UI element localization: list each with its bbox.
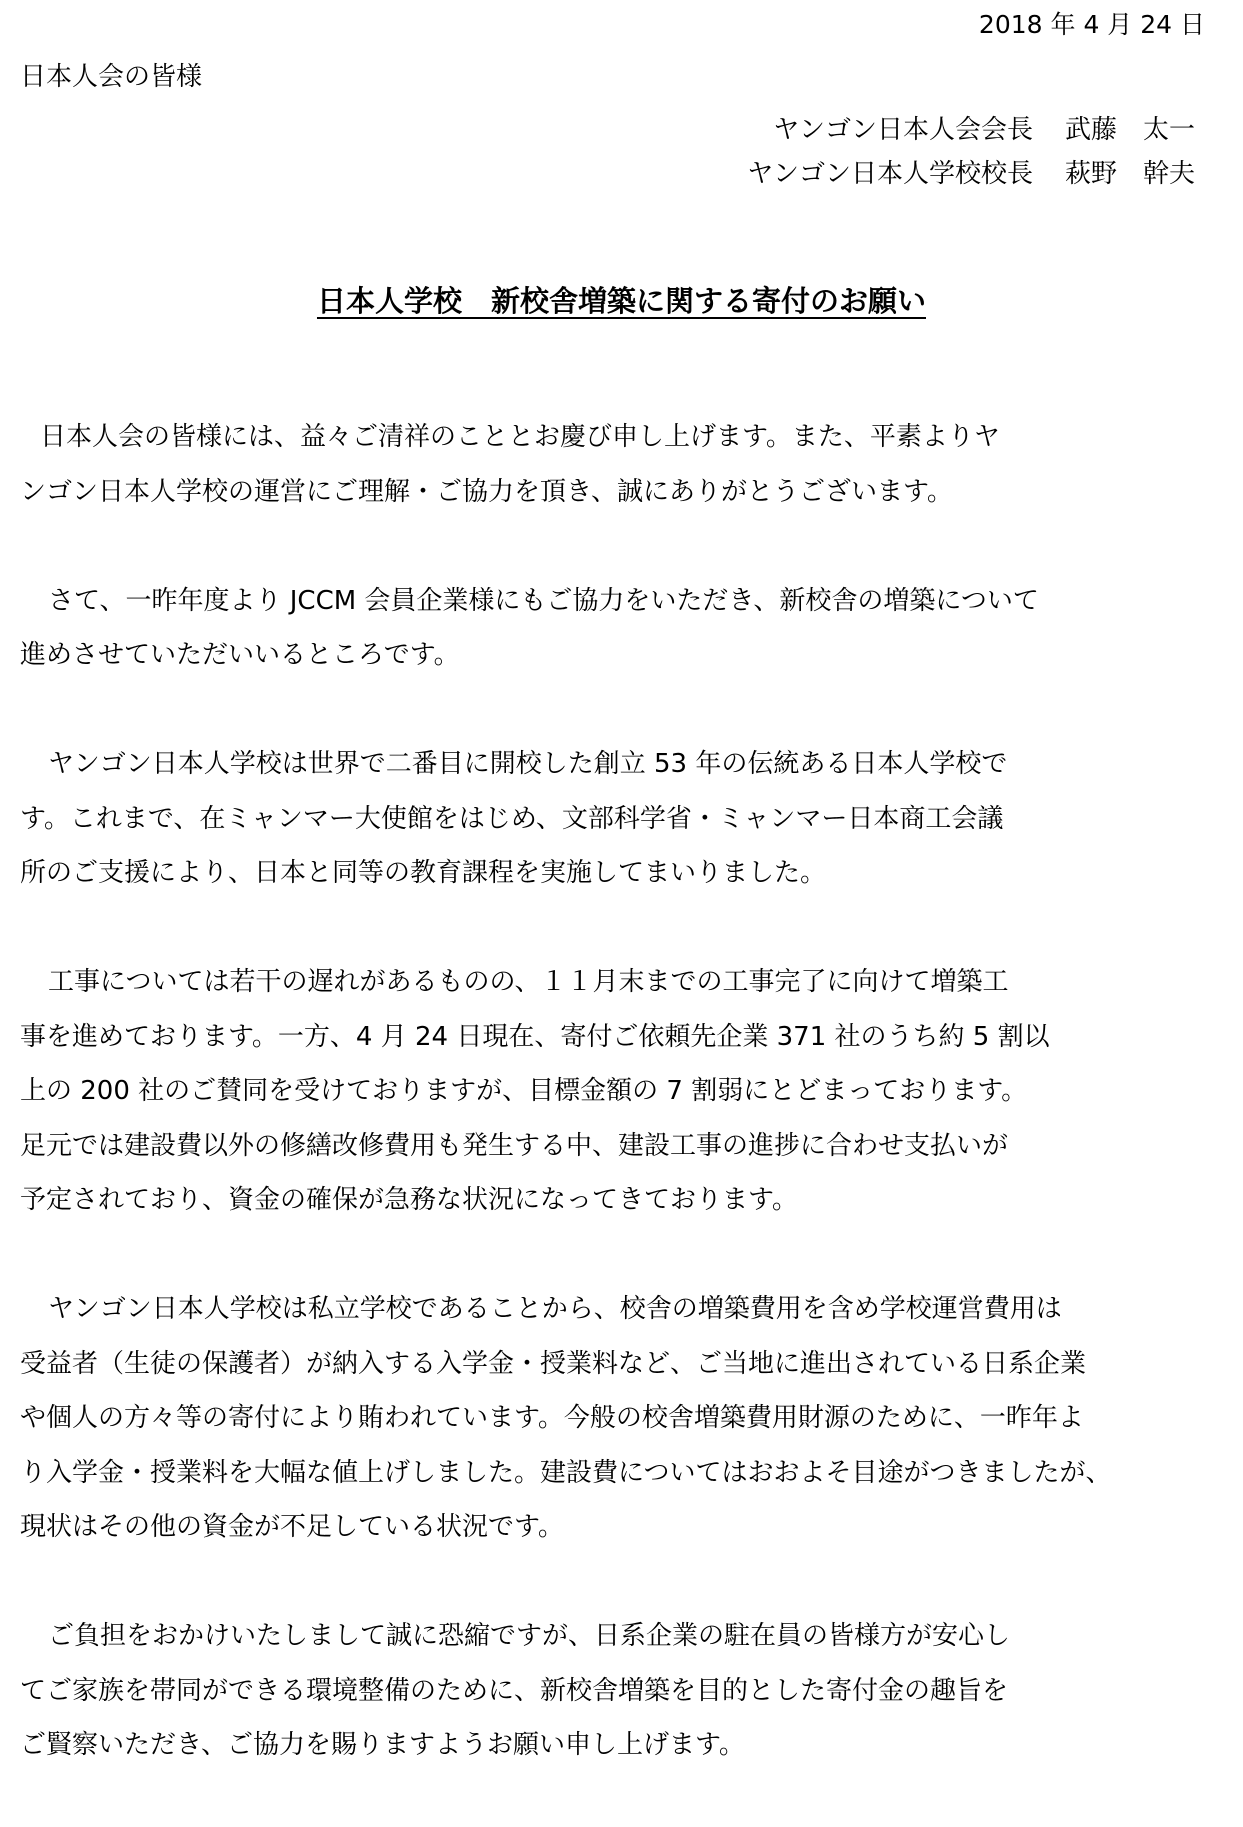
sender-line [747, 152, 1205, 196]
sender-name: 武藤 太一 [1065, 115, 1196, 145]
paragraph-request [20, 1609, 1210, 1773]
paragraph-line: ご賢察いただき、ご協力を賜りますようお願い申し上げます。 [20, 1730, 745, 1760]
paragraph-line: 事を進めております。一方、4 月 24 日現在、寄付ご依頼先企業 371 社のうち約 5 割以 [20, 1021, 1050, 1052]
addressee: 日本人会の皆様 [20, 62, 203, 92]
paragraph-line: 所のご支援により、日本と同等の教育課程を実施してまいりました。 [20, 858, 827, 888]
paragraph-line: ヤンゴン日本人学校は世界で二番目に開校した創立 53 年の伝統ある日本人学校で [48, 749, 1008, 779]
paragraph-line: ンゴン日本人学校の運営にご理解・ご協力を頂き、誠にありがとうございます。 [20, 476, 953, 507]
paragraph-funding [20, 1282, 1210, 1555]
sender-block [747, 108, 1205, 196]
paragraph-progress [20, 574, 1210, 683]
paragraph-line: てご家族を帯同ができる環境整備のために、新校舎増築を目的とした寄付金の趣旨を [20, 1675, 1009, 1706]
paragraph-line: 日本人会の皆様には、益々ご清祥のこととお慶び申し上げます。また、平素よりヤ [40, 422, 1000, 452]
paragraph-line: 上の 200 社のご賛同を受けておりますが、目標金額の 7 割弱にとどまっております。 [20, 1076, 1028, 1106]
sender-name: 萩野 幹夫 [1065, 159, 1196, 189]
paragraph-line: す。これまで、在ミャンマー大使館をはじめ、文部科学省・ミャンマー日本商工会議 [20, 803, 1004, 834]
paragraph-line: 進めさせていただいいるところです。 [20, 640, 460, 670]
document-title: 日本人学校 新校舎増築に関する寄付のお願い [316, 284, 926, 318]
sender-line [747, 108, 1205, 152]
paragraph-line: 受益者（生徒の保護者）が納入する入学金・授業料など、ご当地に進出されている日系企業 [20, 1348, 1087, 1379]
paragraph-line: 予定されており、資金の確保が急務な状況になってきております。 [20, 1185, 798, 1215]
document-title-wrapper [0, 283, 1243, 319]
paragraph-greeting [20, 410, 1210, 519]
paragraph-line: や個人の方々等の寄付により賄われています。今般の校舎増築費用財源のために、一昨年よ [20, 1403, 1084, 1433]
paragraph-line: 足元では建設費以外の修繕改修費用も発生する中、建設工事の進捗に合わせ支払いが [20, 1130, 1009, 1161]
paragraph-history [20, 737, 1210, 901]
letter-body [20, 410, 1210, 1827]
paragraph-line: ヤンゴン日本人学校は私立学校であることから、校舎の増築費用を含め学校運営費用は [48, 1294, 1062, 1324]
letter-date: 2018 年 4 月 24 日 [978, 10, 1205, 39]
paragraph-line: 現状はその他の資金が不足している状況です。 [20, 1512, 564, 1542]
paragraph-status [20, 955, 1210, 1228]
paragraph-line: り入学金・授業料を大幅な値上げしました。建設費についてはおおよそ目途がつきましたが、 [20, 1457, 1112, 1488]
sender-organization: ヤンゴン日本人学校校長 [747, 159, 1033, 189]
paragraph-line: ご負担をおかけいたしまして誠に恐縮ですが、日系企業の駐在員の皆様方が安心し [48, 1621, 1011, 1651]
paragraph-line: 工事については若干の遅れがあるものの、１１月末までの工事完了に向けて増築工 [48, 967, 1009, 997]
paragraph-line: さて、一昨年度より JCCM 会員企業様にもご協力をいただき、新校舎の増築について [48, 585, 1039, 616]
sender-organization: ヤンゴン日本人会会長 [773, 115, 1033, 145]
